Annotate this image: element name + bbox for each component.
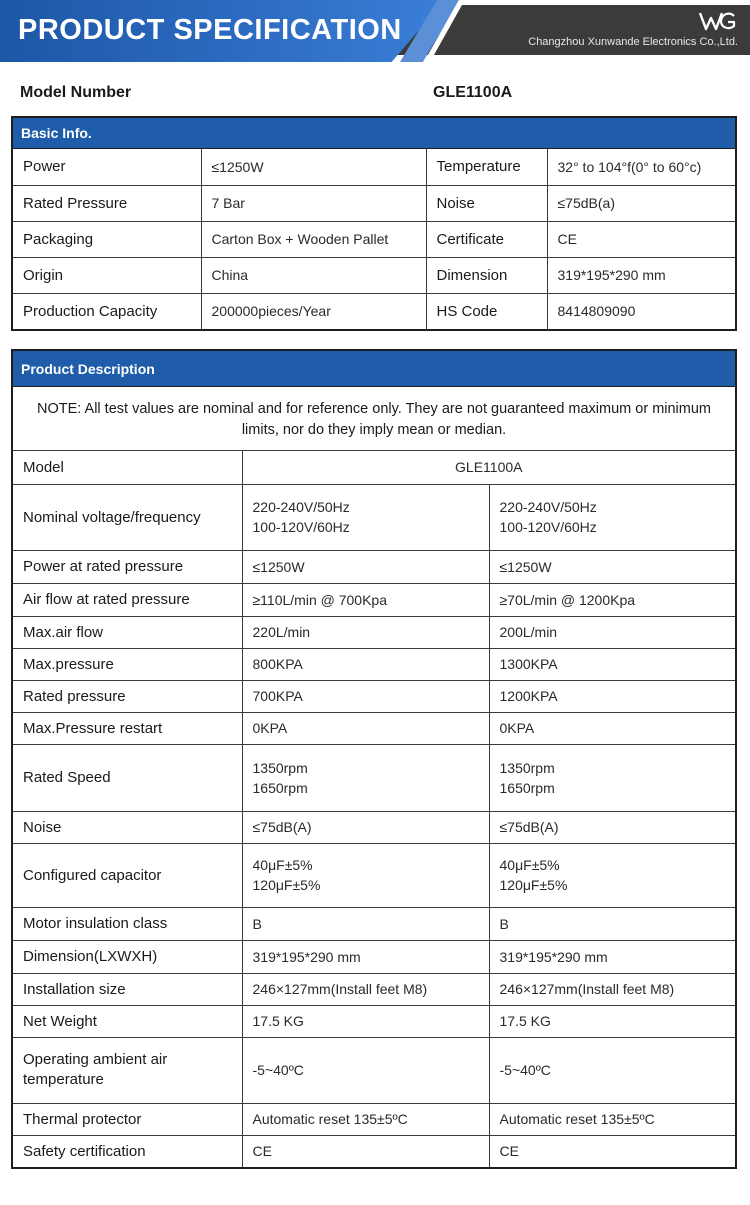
table-row [13,843,735,907]
desc-key: Air flow at rated pressure [13,583,242,616]
wg-logo-icon [698,10,736,32]
company-name: Changzhou Xunwande Electronics Co.,Ltd. [528,36,738,48]
basic-info-section [11,116,737,331]
basic-value: 200000pieces/Year [201,293,426,329]
page-title: PRODUCT SPECIFICATION [18,14,402,46]
desc-value-a: 220L/min [242,616,489,648]
desc-key: Nominal voltage/frequency [13,484,242,550]
desc-value-a: 0KPA [242,712,489,744]
basic-key: Packaging [13,221,201,257]
desc-value-a [242,484,489,550]
desc-value-b: -5~40ºC [489,1037,735,1103]
basic-value: Carton Box + Wooden Pallet [201,221,426,257]
note-text: NOTE: All test values are nominal and for reference only. They are not guaranteed maximum or minimum limits, nor do they imply mean or median. [13,387,735,451]
value-line: 100-120V/60Hz [499,519,597,535]
desc-value-a: CE [242,1135,489,1167]
basic-value: CE [547,221,735,257]
value-line: 220-240V/50Hz [252,499,350,515]
desc-key: Noise [13,811,242,843]
table-row [13,583,735,616]
table-row [13,1005,735,1037]
table-row [13,616,735,648]
key-line: Operating ambient air [23,1051,168,1068]
basic-key: Temperature [426,149,547,185]
desc-value-a: 800KPA [242,648,489,680]
desc-key: Power at rated pressure [13,550,242,583]
desc-value-b [489,843,735,907]
value-line: 1650rpm [252,779,308,796]
value-line: 100-120V/60Hz [252,519,350,535]
table-row [13,293,735,329]
desc-value-b: 1200KPA [489,680,735,712]
desc-key: Thermal protector [13,1103,242,1135]
table-row [13,907,735,940]
basic-key: Noise [426,185,547,221]
product-description-section [11,349,737,1169]
desc-key [13,1037,242,1103]
desc-value-a: 700KPA [242,680,489,712]
desc-value-a: 319*195*290 mm [242,940,489,973]
value-line: 40μF±5% [499,857,560,873]
desc-value-b: 0KPA [489,712,735,744]
table-row [13,149,735,185]
desc-key: Configured capacitor [13,843,242,907]
basic-value: ≤1250W [201,149,426,185]
table-row [13,811,735,843]
value-line: 120μF±5% [252,877,321,893]
desc-value-b: 246×127mm(Install feet M8) [489,973,735,1005]
basic-value: China [201,257,426,293]
basic-value: 32° to 104°f(0° to 60°c) [547,149,735,185]
desc-value-a [242,843,489,907]
basic-info-table [13,149,735,329]
desc-key: Motor insulation class [13,907,242,940]
basic-value: ≤75dB(a) [547,185,735,221]
desc-value-a: B [242,907,489,940]
desc-value-b: Automatic reset 135±5ºC [489,1103,735,1135]
basic-value: 7 Bar [201,185,426,221]
basic-info-title: Basic Info. [13,118,735,149]
desc-key: Max.air flow [13,616,242,648]
desc-value-b [489,744,735,811]
basic-key: HS Code [426,293,547,329]
product-description-table [13,451,735,1167]
header-banner [0,0,750,62]
basic-key: Certificate [426,221,547,257]
desc-value-a: Automatic reset 135±5ºC [242,1103,489,1135]
table-row [13,680,735,712]
value-line: 1350rpm [499,759,555,776]
desc-key: Safety certification [13,1135,242,1167]
table-row [13,712,735,744]
desc-value-a: ≥110L/min @ 700Kpa [242,583,489,616]
table-row [13,221,735,257]
table-row [13,973,735,1005]
desc-key: Net Weight [13,1005,242,1037]
desc-value-a: -5~40ºC [242,1037,489,1103]
desc-key: Max.pressure [13,648,242,680]
model-number-label: Model Number [20,84,132,101]
desc-value-a: 246×127mm(Install feet M8) [242,973,489,1005]
desc-value-b: ≥70L/min @ 1200Kpa [489,583,735,616]
model-number-value: GLE1100A [433,84,513,101]
table-row [13,744,735,811]
desc-value-b [489,484,735,550]
desc-value-b: ≤1250W [489,550,735,583]
desc-key: Rated pressure [13,680,242,712]
desc-value-b: 17.5 KG [489,1005,735,1037]
desc-value-a [242,744,489,811]
basic-key: Dimension [426,257,547,293]
table-row [13,1103,735,1135]
basic-key: Power [13,149,201,185]
desc-value-a: ≤75dB(A) [242,811,489,843]
desc-key: Model [13,451,242,484]
basic-value: 8414809090 [547,293,735,329]
table-row [13,451,735,484]
desc-key: Dimension(LXWXH) [13,940,242,973]
key-line: temperature [23,1071,104,1088]
model-value: GLE1100A [242,451,735,484]
desc-value-a: 17.5 KG [242,1005,489,1037]
table-row [13,484,735,550]
value-line: 40μF±5% [252,857,313,873]
value-line: 220-240V/50Hz [499,499,597,515]
value-line: 1350rpm [252,759,308,776]
table-row [13,257,735,293]
value-line: 1650rpm [499,779,555,796]
model-number-line [20,84,730,106]
table-row [13,1037,735,1103]
basic-key: Rated Pressure [13,185,201,221]
desc-value-a: ≤1250W [242,550,489,583]
desc-value-b: 319*195*290 mm [489,940,735,973]
table-row [13,550,735,583]
value-line: 120μF±5% [499,877,568,893]
desc-value-b: B [489,907,735,940]
table-row [13,185,735,221]
desc-value-b: ≤75dB(A) [489,811,735,843]
basic-key: Production Capacity [13,293,201,329]
product-description-title: Product Description [13,351,735,387]
desc-key: Installation size [13,973,242,1005]
table-row [13,648,735,680]
desc-value-b: CE [489,1135,735,1167]
desc-key: Rated Speed [13,744,242,811]
table-row [13,1135,735,1167]
desc-key: Max.Pressure restart [13,712,242,744]
basic-key: Origin [13,257,201,293]
desc-value-b: 1300KPA [489,648,735,680]
table-row [13,940,735,973]
basic-value: 319*195*290 mm [547,257,735,293]
desc-value-b: 200L/min [489,616,735,648]
